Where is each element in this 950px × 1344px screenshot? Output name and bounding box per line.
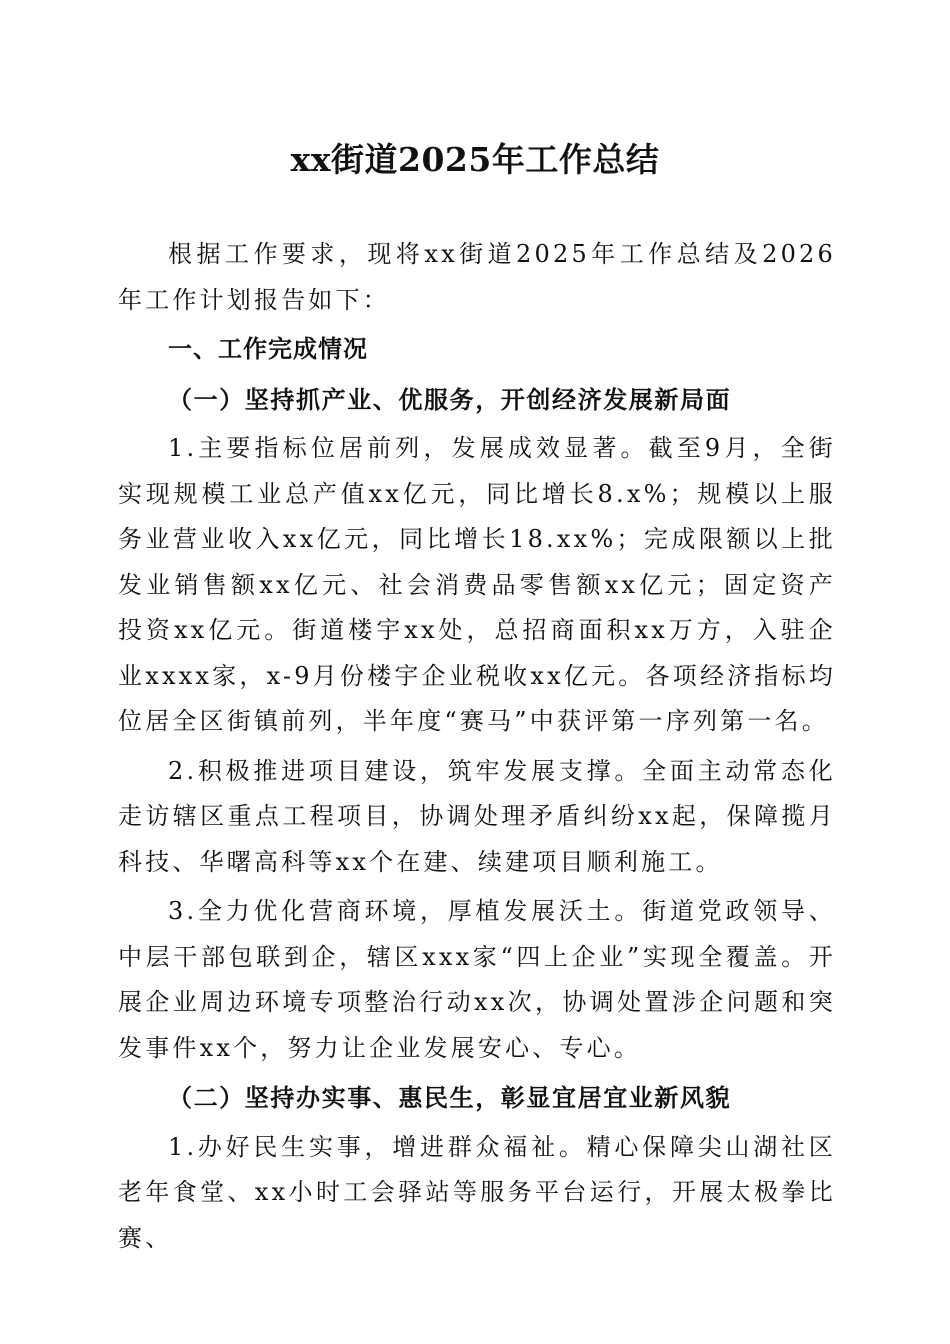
paragraph-item: 3.全力优化营商环境，厚植发展沃土。街道党政领导、中层干部包联到企，辖区xxx家“四上企业”实现全覆盖。开展企业周边环境专项整治行动xx次，协调处置涉企问题和突发事件xx个，努力让企业发展安心、专心。 bbox=[118, 897, 836, 1062]
intro-paragraph: 根据工作要求，现将xx街道2025年工作总结及2026年工作计划报告如下： bbox=[118, 240, 836, 314]
paragraph-item: 2.积极推进项目建设，筑牢发展支撑。全面主动常态化走访辖区重点工程项目，协调处理矛盾纠纷xx起，保障揽月科技、华曙高科等xx个在建、续建项目顺利施工。 bbox=[118, 756, 836, 876]
subsection-heading: （二）坚持办实事、惠民生，彰显宜居宜业新风貌 bbox=[168, 1083, 732, 1112]
section-heading: 一、工作完成情况 bbox=[168, 335, 368, 363]
document-body bbox=[118, 232, 836, 1261]
document-title: xx街道2025年工作总结 bbox=[290, 140, 660, 179]
paragraph-item: 1.主要指标位居前列，发展成效显著。截至9月，全街实现规模工业总产值xx亿元，同比增长8.x%；规模以上服务业营业收入xx亿元，同比增长18.xx%；完成限额以上批发业销售额xx亿元、社会消费品零售额xx亿元；固定资产投资xx亿元。街道楼宇xx处，总招商面积xx万方，入驻企业xxxx家，x-9月份楼宇企业税收xx亿元。各项经济指标均位居全区街镇前列，半年度“赛马”中获评第一序列第一名。 bbox=[118, 434, 836, 735]
subsection-heading: （一）坚持抓产业、优服务，开创经济发展新局面 bbox=[168, 384, 732, 414]
paragraph-item: 1.办好民生实事，增进群众福祉。精心保障尖山湖社区老年食堂、xx小时工会驿站等服务平台运行，开展太极拳比赛、 bbox=[118, 1132, 836, 1252]
